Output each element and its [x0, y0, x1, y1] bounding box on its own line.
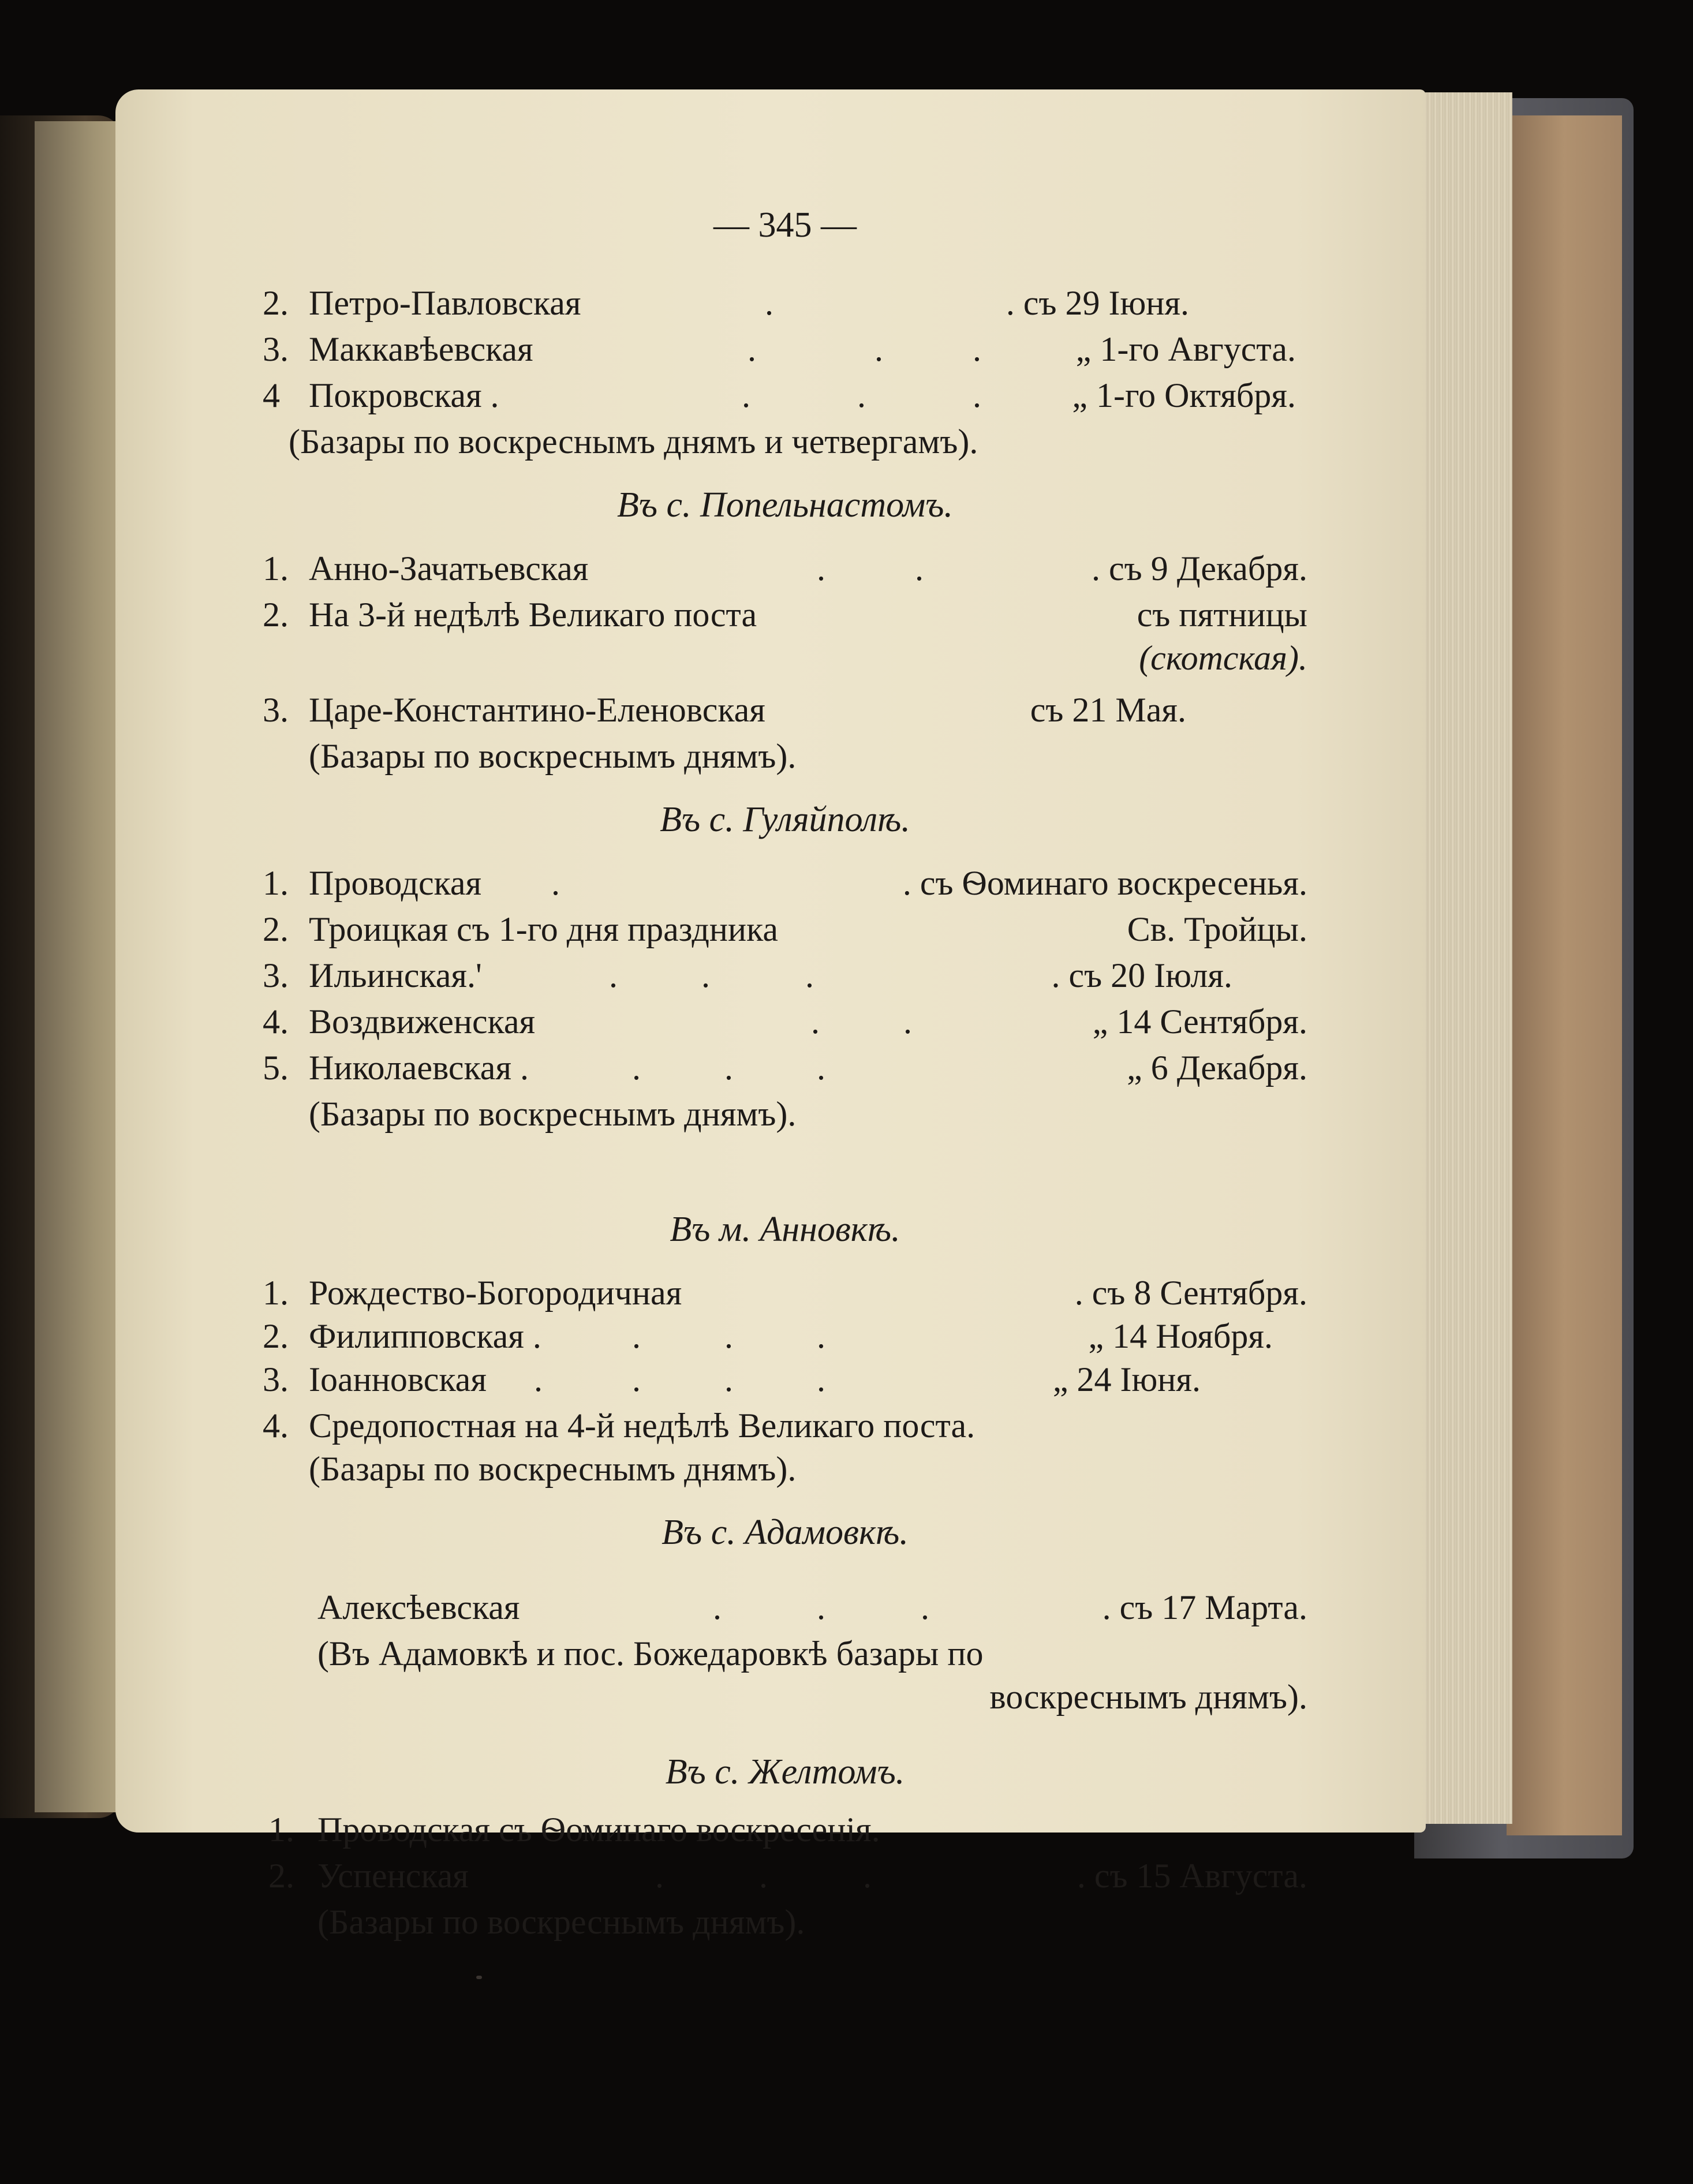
- fair-name: Успенская: [317, 1857, 469, 1895]
- fair-name: Средопостная на 4-й недѣлѣ Великаго поста.: [309, 1407, 976, 1445]
- leader-dot: .: [857, 376, 866, 414]
- fair-date: Св. Тройцы.: [1127, 910, 1307, 948]
- leader-dot: .: [817, 1317, 825, 1355]
- leader-dot: .: [632, 1317, 641, 1355]
- leader-dot: .: [701, 956, 710, 994]
- note: [263, 733, 1307, 779]
- item-number: 2.: [268, 1857, 294, 1895]
- list-item: [263, 906, 1307, 952]
- fair-date: . съ 20 Іюля.: [1051, 956, 1232, 994]
- leader-dot: .: [921, 1588, 929, 1626]
- leader-dot: .: [817, 1049, 825, 1087]
- leader-dot: .: [915, 549, 924, 588]
- page-number: — 345 —: [713, 205, 857, 245]
- leader-dot: .: [817, 549, 825, 588]
- fair-date: . съ 9 Декабря.: [1092, 549, 1307, 588]
- fair-name: Рождество-Богородичная: [309, 1274, 682, 1312]
- fair-date: „ 24 Іюня.: [1052, 1360, 1201, 1398]
- fair-name: Воздвиженская: [309, 1003, 536, 1041]
- bazaar-note: (Базары по воскреснымъ днямъ).: [309, 737, 797, 775]
- list-item: [263, 687, 1307, 733]
- list-item: [263, 326, 1307, 372]
- leader-dot: .: [765, 284, 773, 322]
- leader-dot: .: [805, 956, 814, 994]
- list-item: [263, 1584, 1307, 1630]
- leader-dot: .: [817, 1360, 825, 1398]
- leader-dot: .: [551, 864, 560, 902]
- note: [263, 1899, 1307, 1945]
- bazaar-note: (Базары по воскреснымъ днямъ).: [309, 1095, 797, 1133]
- bazaar-note: (Базары по воскреснымъ днямъ).: [317, 1903, 805, 1941]
- fair-date: . съ 29 Іюня.: [1006, 284, 1189, 322]
- leader-dot: .: [748, 330, 756, 368]
- leader-dot: .: [632, 1360, 641, 1398]
- fair-name: Покровская .: [309, 376, 499, 414]
- fair-date: . съ 15 Августа.: [1077, 1857, 1307, 1895]
- fair-date: „ 14 Ноября.: [1088, 1317, 1273, 1355]
- note: [263, 1630, 1307, 1677]
- fair-date: „ 6 Декабря.: [1127, 1049, 1307, 1087]
- fair-name: Проводская съ Ѳоминаго воскресенія.: [317, 1811, 880, 1849]
- list-item: [263, 1807, 1307, 1853]
- leader-dot: .: [973, 330, 981, 368]
- list-item: [263, 1270, 1307, 1316]
- item-number: 3.: [263, 1360, 289, 1398]
- fair-type: (скотская).: [1139, 639, 1307, 677]
- section-heading: Въ м. Анновкѣ.: [670, 1210, 900, 1249]
- list-item: [263, 998, 1307, 1045]
- section-heading: Въ с. Гуляйполѣ.: [660, 800, 910, 839]
- item-number: 1.: [263, 864, 289, 902]
- fair-name: Проводская: [309, 864, 482, 902]
- item-number: 4.: [263, 1407, 289, 1445]
- ink-speck: [476, 1976, 482, 1979]
- fair-date: съ пятницы: [1137, 596, 1307, 634]
- fair-name: Анно-Зачатьевская: [309, 549, 589, 588]
- item-number: 3.: [263, 330, 289, 368]
- list-item-continuation: [263, 635, 1307, 681]
- leader-dot: .: [724, 1317, 733, 1355]
- item-number: 3.: [263, 956, 289, 994]
- leader-dot: .: [811, 1003, 820, 1041]
- item-number: 2.: [263, 910, 289, 948]
- list-item: [263, 592, 1307, 638]
- item-number: 4: [263, 376, 280, 414]
- list-item: [263, 1356, 1307, 1403]
- list-item: [263, 372, 1307, 418]
- leader-dot: .: [759, 1857, 768, 1895]
- fair-name: Ильинская.': [309, 956, 482, 994]
- fair-name: На 3-й недѣлѣ Великаго поста: [309, 596, 757, 634]
- fair-date: . съ 17 Марта.: [1102, 1588, 1307, 1626]
- fair-date: „ 1-го Августа.: [1075, 330, 1296, 368]
- fair-date: „ 14 Сентября.: [1092, 1003, 1307, 1041]
- bazaar-note: (Базары по воскреснымъ днямъ и четвергамъ).: [289, 422, 978, 461]
- note: [263, 1446, 1307, 1492]
- fair-date: . съ Ѳоминаго воскресенья.: [902, 864, 1307, 902]
- section-heading: Въ с. Желтомъ.: [665, 1752, 905, 1792]
- leader-dot: .: [724, 1360, 733, 1398]
- list-item: [263, 1853, 1307, 1899]
- item-number: 3.: [263, 691, 289, 729]
- fair-date: . съ 8 Сентября.: [1074, 1274, 1307, 1312]
- leader-dot: .: [863, 1857, 872, 1895]
- bazaar-note: (Базары по воскреснымъ днямъ).: [309, 1450, 797, 1488]
- note: [263, 1091, 1307, 1137]
- item-number: 1.: [268, 1811, 294, 1849]
- fair-date: съ 21 Мая.: [1030, 691, 1186, 729]
- section-heading: Въ с. Адамовкѣ.: [661, 1513, 909, 1552]
- fair-name: Троицкая съ 1-го дня праздника: [309, 910, 779, 948]
- leader-dot: .: [973, 376, 981, 414]
- item-number: 4.: [263, 1003, 289, 1041]
- list-item: [263, 952, 1307, 998]
- list-item: [263, 860, 1307, 906]
- section-heading: Въ с. Попельнастомъ.: [616, 485, 953, 525]
- leader-dot: .: [817, 1588, 825, 1626]
- leader-dot: .: [903, 1003, 912, 1041]
- item-number: 1.: [263, 1274, 289, 1312]
- list-item: [263, 280, 1307, 326]
- fair-name: Николаевская .: [309, 1049, 529, 1087]
- list-item: [263, 1313, 1307, 1359]
- fair-name: Алексѣевская: [317, 1588, 520, 1626]
- note: [263, 1674, 1307, 1720]
- list-item: [263, 1403, 1307, 1449]
- list-item: [263, 545, 1307, 592]
- book-back-board: [1507, 115, 1622, 1835]
- leader-dot: .: [534, 1360, 543, 1398]
- fair-name: Царе-Константино-Еленовская: [309, 691, 765, 729]
- fair-name: Петро-Павловская: [309, 284, 581, 322]
- fair-name: Филипповская .: [309, 1317, 541, 1355]
- leader-dot: .: [713, 1588, 722, 1626]
- fair-name: Маккавѣевская: [309, 330, 533, 368]
- bazaar-note-line2: воскреснымъ днямъ).: [989, 1678, 1307, 1716]
- leader-dot: .: [632, 1049, 641, 1087]
- note: [263, 418, 1307, 465]
- leader-dot: .: [742, 376, 750, 414]
- item-number: 5.: [263, 1049, 289, 1087]
- leader-dot: .: [609, 956, 618, 994]
- leader-dot: .: [874, 330, 883, 368]
- list-item: [263, 1045, 1307, 1091]
- item-number: 2.: [263, 596, 289, 634]
- fair-name: Іоанновская: [309, 1360, 487, 1398]
- leader-dot: .: [724, 1049, 733, 1087]
- item-number: 2.: [263, 1317, 289, 1355]
- fair-date: „ 1-го Октября.: [1072, 376, 1296, 414]
- bazaar-note-line1: (Въ Адамовкѣ и пос. Божедаровкѣ базары по: [317, 1635, 984, 1673]
- item-number: 2.: [263, 284, 289, 322]
- item-number: 1.: [263, 549, 289, 588]
- leader-dot: .: [655, 1857, 664, 1895]
- book-page: [115, 89, 1426, 1941]
